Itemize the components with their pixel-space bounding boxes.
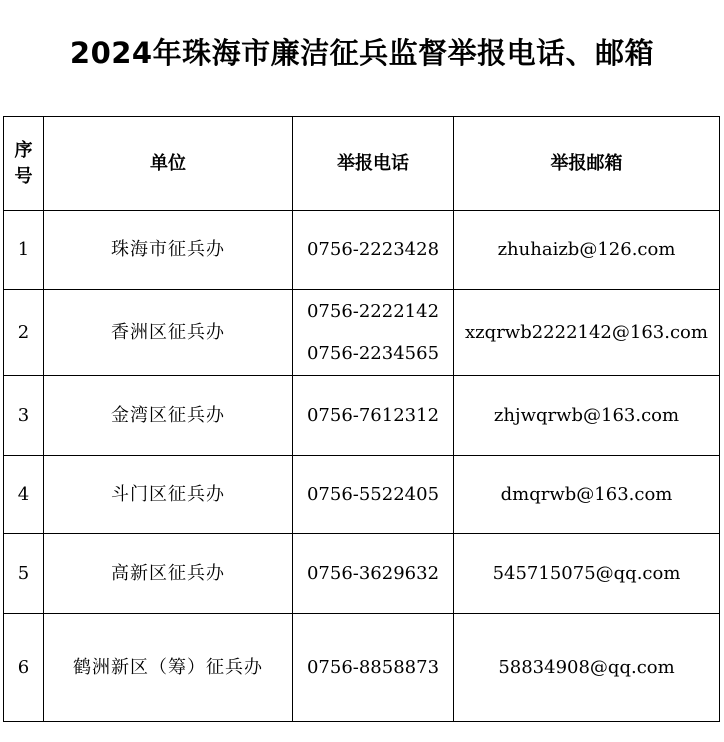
row-email: zhjwqrwb@163.com [454, 376, 720, 456]
table-row [4, 290, 720, 376]
row-phone [293, 614, 454, 722]
header-phone: 举报电话 [293, 117, 454, 211]
row-email: 58834908@qq.com [454, 614, 720, 722]
row-phone [293, 376, 454, 456]
table-row [4, 534, 720, 614]
phone-number: 0756-2234565 [306, 342, 440, 364]
phone-number: 0756-5522405 [306, 483, 440, 505]
phone-number: 0756-7612312 [306, 404, 440, 426]
table-row [4, 614, 720, 722]
phone-number: 0756-8858873 [306, 656, 440, 678]
phone-number: 0756-3629632 [306, 562, 440, 584]
row-index: 5 [4, 534, 44, 614]
row-unit: 金湾区征兵办 [44, 376, 293, 456]
row-unit: 鹤洲新区（筹）征兵办 [44, 614, 293, 722]
row-unit: 香洲区征兵办 [44, 290, 293, 376]
row-index: 4 [4, 456, 44, 534]
report-contact-table [3, 116, 720, 722]
header-unit: 单位 [44, 117, 293, 211]
row-unit: 珠海市征兵办 [44, 211, 293, 290]
row-email: 545715075@qq.com [454, 534, 720, 614]
document-title: 2024年珠海市廉洁征兵监督举报电话、邮箱 [69, 36, 655, 70]
row-phone [293, 456, 454, 534]
table-row [4, 456, 720, 534]
phone-number: 0756-2222142 [306, 300, 440, 322]
row-unit: 斗门区征兵办 [44, 456, 293, 534]
row-index: 3 [4, 376, 44, 456]
row-unit: 高新区征兵办 [44, 534, 293, 614]
row-index: 1 [4, 211, 44, 290]
header-email: 举报邮箱 [454, 117, 720, 211]
table-header-row [4, 117, 720, 211]
row-email: dmqrwb@163.com [454, 456, 720, 534]
header-index: 序号 [4, 117, 44, 211]
row-index: 6 [4, 614, 44, 722]
row-email: xzqrwb2222142@163.com [454, 290, 720, 376]
table-row [4, 376, 720, 456]
row-phone [293, 211, 454, 290]
row-phone [293, 290, 454, 376]
row-phone [293, 534, 454, 614]
table-row [4, 211, 720, 290]
row-email: zhuhaizb@126.com [454, 211, 720, 290]
row-index: 2 [4, 290, 44, 376]
phone-number: 0756-2223428 [306, 239, 440, 260]
